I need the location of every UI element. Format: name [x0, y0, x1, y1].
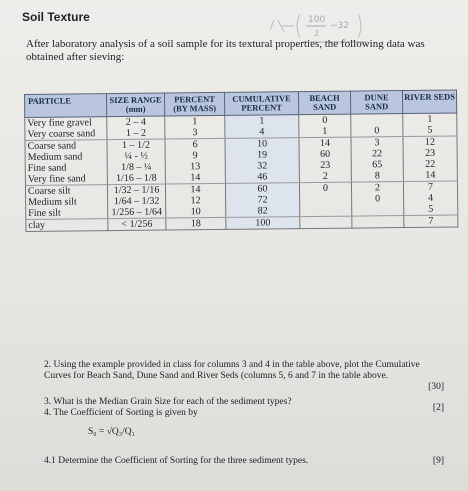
cell-percent: 3: [165, 127, 225, 139]
question-3-text: 3. What is the Median Grain Size for each of the sediment types?: [44, 397, 292, 407]
cell-dune: [352, 204, 404, 216]
cell-cumulative: 19: [225, 149, 299, 161]
cell-cumulative: 10: [225, 138, 299, 150]
cell-particle: Medium sand: [25, 151, 107, 163]
cell-dune: 3: [351, 137, 403, 149]
cell-river: 12: [403, 136, 457, 148]
cell-beach: 23: [299, 160, 351, 172]
cell-percent: 14: [165, 172, 225, 184]
cell-river: 5: [404, 203, 458, 215]
question-4-text: 4. The Coefficient of Sorting is given by: [44, 408, 198, 418]
cell-dune: 0: [351, 125, 403, 137]
cell-size: 1/32 – 1/16: [107, 184, 165, 196]
cell-size: 1/64 – 1/32: [108, 196, 166, 208]
cell-percent: 13: [165, 161, 225, 173]
header-river-seds: RIVER SEDS: [402, 90, 456, 114]
cell-cumulative: 4: [225, 126, 299, 138]
cell-size: ¼ - ½: [107, 151, 165, 163]
cell-beach: 2: [299, 171, 351, 183]
cell-river: 14: [403, 169, 457, 181]
cell-particle: Coarse sand: [25, 140, 107, 152]
cell-size: 1 – 2: [107, 128, 165, 140]
cell-size: 1/8 – ¼: [107, 162, 165, 174]
intro-paragraph: After laboratory analysis of a soil sample for its textural properties, the following data was obtained after sieving:: [26, 38, 425, 63]
cell-cumulative: 32: [225, 160, 299, 172]
cell-beach: [300, 194, 352, 206]
question-2-mark: [30]: [428, 382, 444, 392]
cell-size: 1/16 – 1/8: [107, 173, 165, 185]
cell-cumulative: 1: [225, 115, 299, 127]
question-4-1-mark: [9]: [432, 456, 444, 466]
sieve-data-table: [24, 89, 458, 314]
cell-particle: clay: [26, 219, 108, 232]
questions-section: [44, 360, 444, 467]
header-particle: PARTICLE: [25, 94, 107, 118]
cell-dune: 22: [351, 148, 403, 160]
cell-cumulative: 46: [225, 171, 299, 183]
cell-beach: 0: [299, 114, 351, 126]
cell-beach: [300, 216, 352, 229]
cell-size: < 1/256: [108, 218, 166, 231]
question-2-text: 2. Using the example provided in class for columns 3 and 4 in the table above, plot the Cumulative Curves for Beach Sand, Dune Sand and River Seds (columns 5, 6 and 7 in the table above.: [44, 360, 420, 381]
cell-percent: 18: [166, 217, 226, 230]
cell-particle: Very fine gravel: [25, 117, 107, 129]
cell-percent: 9: [165, 150, 225, 162]
cell-percent: 10: [166, 206, 226, 218]
cell-beach: 60: [299, 149, 351, 161]
question-2: [44, 360, 444, 393]
header-cumulative: CUMULATIVE PERCENT: [224, 92, 298, 116]
question-3-mark: [2]: [432, 403, 444, 413]
cell-particle: Very coarse sand: [25, 128, 107, 140]
cell-river: 1: [403, 113, 457, 125]
cell-dune: 8: [351, 170, 403, 182]
header-dune-sand: DUNE SAND: [350, 91, 402, 115]
cell-river: 5: [403, 124, 457, 136]
cell-dune: [352, 216, 404, 229]
cell-dune: 2: [351, 182, 403, 194]
svg-text:2: 2: [314, 29, 320, 38]
cell-size: 2 – 4: [107, 116, 165, 128]
cell-beach: 14: [299, 137, 351, 149]
sorting-formula: S₀ = √Q₃/Q₁: [88, 427, 135, 437]
cell-cumulative: 100: [226, 217, 300, 230]
cell-dune: 0: [352, 193, 404, 205]
cell-river: 7: [404, 215, 458, 228]
svg-text:−32: −32: [330, 21, 349, 31]
cell-particle: Coarse silt: [25, 185, 107, 197]
cell-river: 4: [404, 192, 458, 204]
cell-size: 1 – 1/2: [107, 139, 165, 151]
cell-cumulative: 60: [225, 183, 299, 195]
cell-beach: 1: [299, 126, 351, 138]
page-title: Soil Texture: [22, 10, 90, 24]
cell-percent: 1: [165, 115, 225, 127]
header-size-range: SIZE RANGE (mm): [107, 93, 165, 117]
header-percent: PERCENT (BY MASS): [164, 92, 224, 116]
cell-particle: Fine silt: [26, 207, 108, 219]
cell-percent: 14: [165, 183, 225, 195]
cell-particle: Medium silt: [26, 196, 108, 208]
cell-particle: Fine sand: [25, 162, 107, 174]
cell-dune: [351, 114, 403, 126]
cell-river: 23: [403, 147, 457, 159]
cell-percent: 12: [166, 195, 226, 207]
cell-particle: Very fine sand: [25, 173, 107, 185]
question-4: [44, 408, 444, 419]
cell-percent: 6: [165, 138, 225, 150]
header-beach-sand: BEACH SAND: [298, 91, 350, 115]
question-4-1: [44, 456, 444, 467]
cell-size: 1/256 – 1/64: [108, 207, 166, 219]
cell-cumulative: 72: [226, 194, 300, 206]
cell-river: 7: [403, 181, 457, 193]
cell-river: 22: [403, 158, 457, 170]
question-4-1-text: 4.1 Determine the Coefficient of Sorting for the three sediment types.: [44, 456, 309, 466]
cell-beach: [300, 205, 352, 217]
cell-dune: 65: [351, 159, 403, 171]
svg-text:100: 100: [308, 15, 326, 25]
cell-cumulative: 82: [226, 205, 300, 217]
cell-beach: 0: [299, 182, 351, 194]
